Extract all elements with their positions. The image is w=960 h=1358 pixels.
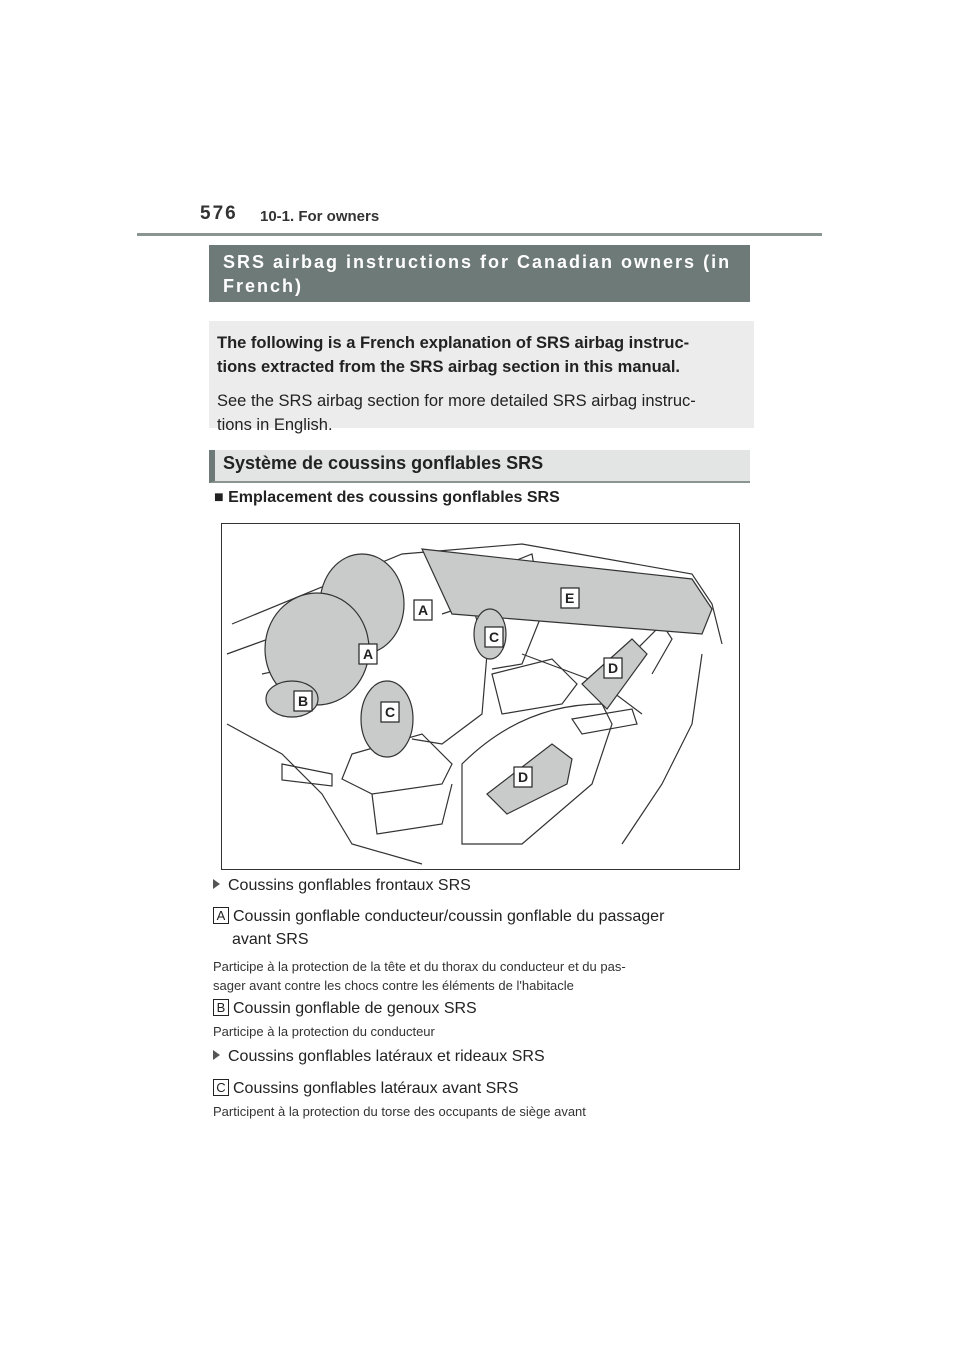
triangle-bullet-icon — [213, 1050, 220, 1060]
callout-a-driver: A — [363, 646, 374, 662]
title-line-1: SRS airbag instructions for Canadian owners (in — [223, 252, 732, 272]
callout-b: B — [298, 693, 309, 709]
list-item-a — [213, 905, 773, 995]
callout-d-right: D — [608, 660, 619, 676]
item-a-description — [213, 957, 773, 995]
square-bullet-icon: ■ — [214, 489, 224, 506]
item-a-tag: A — [213, 907, 229, 924]
triangle-bullet-icon — [213, 879, 220, 889]
item-b-tag: B — [213, 999, 229, 1016]
list-group-front-airbags — [213, 877, 471, 895]
subsection-banner: Système de coussins gonflables SRS — [209, 450, 750, 483]
intro-bold-line-1: The following is a French explanation of SRS airbag instruc- — [217, 334, 690, 352]
item-c-title — [213, 1077, 773, 1100]
airbag-illustration — [221, 523, 740, 870]
item-b-title-text: Coussin gonflable de genoux SRS — [233, 1000, 477, 1017]
callout-a-top: A — [418, 602, 429, 618]
callout-e: E — [565, 590, 575, 606]
title-banner — [209, 245, 750, 302]
item-a-desc-line-2: sager avant contre les chocs contre les éléments de l'habitacle — [213, 978, 574, 993]
item-a-desc-line-1: Participe à la protection de la tête et du thorax du conducteur et du pas- — [213, 959, 626, 974]
list-group-side-airbags-text: Coussins gonflables latéraux et rideaux SRS — [228, 1048, 545, 1065]
item-c-tag: C — [213, 1079, 229, 1096]
item-a-title-line-2: avant SRS — [232, 931, 309, 948]
list-item-c — [213, 1077, 773, 1121]
item-b-description: Participe à la protection du conducteur — [213, 1024, 435, 1039]
item-b-title — [213, 997, 773, 1020]
intro-box — [209, 321, 754, 434]
header-rule — [137, 233, 822, 236]
page-number: 576 — [200, 203, 238, 224]
item-c-title-text: Coussins gonflables latéraux avant SRS — [233, 1080, 519, 1097]
intro-normal-line-2: tions in English. — [217, 416, 333, 434]
intro-normal-text — [217, 389, 746, 437]
callout-c-passenger: C — [489, 629, 500, 645]
list-group-front-airbags-text: Coussins gonflables frontaux SRS — [228, 877, 471, 894]
intro-bold-text — [217, 331, 746, 379]
vehicle-interior-drawing — [222, 524, 738, 868]
callout-c-driver: C — [385, 704, 396, 720]
section-label: 10-1. For owners — [260, 208, 380, 225]
title-line-2: French) — [223, 276, 304, 296]
callout-d-left: D — [518, 769, 529, 785]
item-a-title — [213, 905, 773, 951]
list-group-side-airbags — [213, 1048, 545, 1066]
subsection-heading — [214, 489, 560, 507]
subsection-heading-text: Emplacement des coussins gonflables SRS — [228, 489, 560, 506]
intro-bold-line-2: tions extracted from the SRS airbag section in this manual. — [217, 358, 681, 376]
list-item-b — [213, 997, 773, 1041]
item-c-description: Participent à la protection du torse des occupants de siège avant — [213, 1104, 586, 1119]
item-a-title-line-1: Coussin gonflable conducteur/coussin gonflable du passager — [233, 908, 665, 925]
intro-normal-line-1: See the SRS airbag section for more detailed SRS airbag instruc- — [217, 392, 696, 410]
